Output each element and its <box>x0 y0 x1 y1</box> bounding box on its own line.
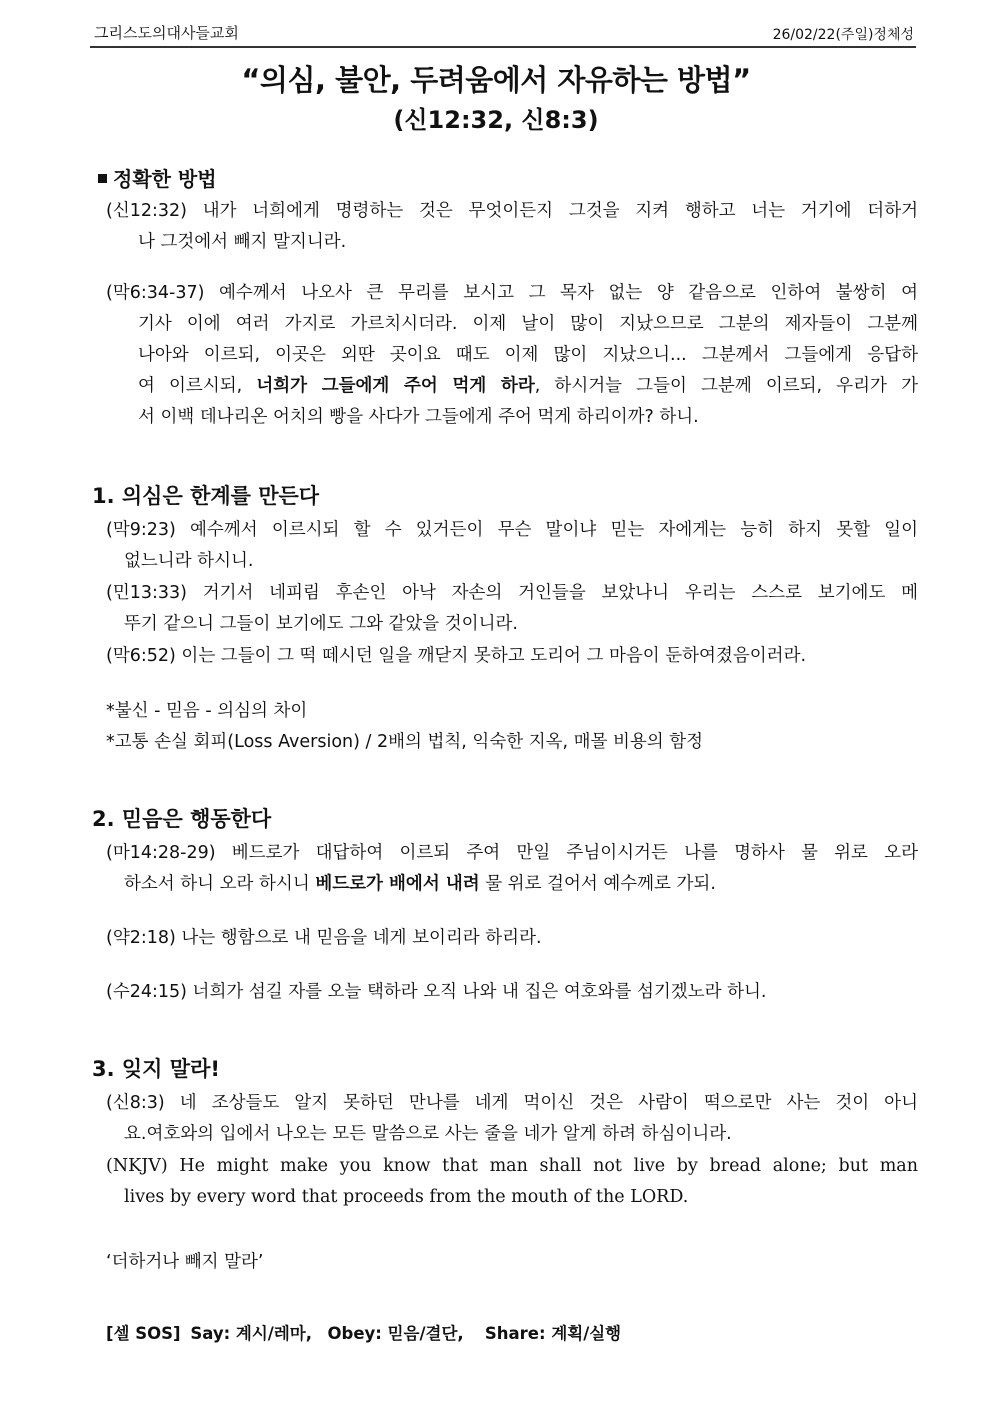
section-2-heading: 2. 믿음은 행동한다 <box>92 807 272 831</box>
verse-line: (마14:28-29) 베드로가 대답하여 이르되 주여 만일 주님이시거든 나를 명하사 물 위로 오라 <box>106 843 918 863</box>
verse-line: (신8:3) 네 조상들도 알지 못하던 만나를 네게 먹이신 것은 사람이 떡으로만 사는 것이 아니 <box>106 1093 918 1113</box>
verse-line: lives by every word that proceeds from the mouth of the LORD. <box>124 1187 689 1207</box>
verse-matt-14-28-29 <box>106 838 918 900</box>
verse-mark-6-52 <box>106 641 918 672</box>
text-run: , 하시거늘 그들이 그분께 이르되, 우리가 가 <box>534 376 918 396</box>
verse-line: (약2:18) 나는 행함으로 내 믿음을 네게 보이리라 하리라. <box>106 928 542 948</box>
emphasis-text: 베드로가 배에서 내려 <box>315 874 480 894</box>
square-bullet-icon <box>98 174 107 183</box>
cell-sos-footer <box>106 1320 625 1344</box>
verse-line: 요.여호와의 입에서 나오는 모든 말씀으로 사는 줄을 네가 알게 하려 하심이니라. <box>124 1124 732 1144</box>
sos-obey: Obey: 믿음/결단, <box>327 1324 464 1343</box>
page-header <box>90 20 916 46</box>
sermon-title: “의심, 불안, 두려움에서 자유하는 방법” <box>241 63 751 97</box>
sos-share: Share: 계획/실행 <box>484 1324 622 1343</box>
section-1-heading: 1. 의심은 한계를 만든다 <box>92 484 320 508</box>
verse-line: (수24:15) 너희가 섬길 자를 오늘 택하라 오직 나와 내 집은 여호와를 섬기겠노라 하니. <box>106 982 767 1002</box>
header-divider <box>90 46 916 48</box>
verse-josh-24-15 <box>106 977 918 1008</box>
verse-jas-2-18 <box>106 923 918 954</box>
verse-line: (NKJV) He might make you know that man shall not live by bread alone; but man <box>106 1156 918 1176</box>
verse-line: 없느니라 하시니. <box>124 551 254 571</box>
sermon-scripture-ref: (신12:32, 신8:3) <box>393 106 599 134</box>
verse-line: (민13:33) 거기서 네피림 후손인 아낙 자손의 거인들을 보았나니 우리는 스스로 보기에도 메 <box>106 583 918 603</box>
verse-mark-9-23 <box>106 515 918 577</box>
text-run: 하소서 하니 오라 하시니 <box>124 874 316 894</box>
verse-line: (막9:23) 예수께서 이르시되 할 수 있거든이 무슨 말이냐 믿는 자에게는 능히 하지 못할 일이 <box>106 520 918 540</box>
sos-say: Say: 계시/레마, <box>190 1324 312 1343</box>
text-run: 여 이르시되, <box>138 376 257 396</box>
date-and-series: 26/02/22(주일)정체성 <box>772 27 914 43</box>
verse-line <box>106 869 918 900</box>
verse-line: (막6:34-37) 예수께서 나오사 큰 무리를 보시고 그 목자 없는 양 같음으로 인하여 불쌍히 여 <box>106 283 918 303</box>
verse-mark-6-34-37 <box>106 278 918 433</box>
section-3-heading: 3. 잊지 말라! <box>92 1057 220 1081</box>
sos-label: [셀 SOS] <box>106 1324 181 1343</box>
note-loss-aversion: *고통 손실 회피(Loss Aversion) / 2배의 법칙, 익숙한 지옥, 매몰 비용의 함정 <box>106 732 704 752</box>
verse-line: 서 이백 데나리온 어치의 빵을 사다가 그들에게 주어 먹게 하리이까? 하니. <box>138 407 699 427</box>
emphasis-text: 너희가 그들에게 주어 먹게 하라 <box>256 376 535 396</box>
verse-line: (막6:52) 이는 그들이 그 떡 떼시던 일을 깨닫지 못하고 도리어 그 마음이 둔하여졌음이러라. <box>106 646 807 666</box>
verse-line: 나 그것에서 빼지 말지니라. <box>138 232 347 252</box>
intro-heading-text: 정확한 방법 <box>113 167 217 191</box>
verse-line: 기사 이에 여러 가지로 가르치시더라. 이제 날이 많이 지났으므로 그분의 제자들이 그분께 <box>138 314 918 334</box>
verse-num-13-33 <box>106 578 918 640</box>
verse-deut-12-32 <box>106 196 918 258</box>
church-name: 그리스도의대사들교회 <box>94 24 239 42</box>
closing-quote: ‘더하거나 빼지 말라’ <box>106 1252 264 1272</box>
verse-line: 나아와 이르되, 이곳은 외딴 곳이요 때도 이제 많이 지났으니... 그분께서 그들에게 응답하 <box>138 345 918 365</box>
verse-line: (신12:32) 내가 너희에게 명령하는 것은 무엇이든지 그것을 지켜 행하고 너는 거기에 더하거 <box>106 201 918 221</box>
text-run: 물 위로 걸어서 예수께로 가되. <box>479 874 716 894</box>
verse-line <box>106 371 918 402</box>
intro-heading <box>98 163 217 192</box>
verse-nkjv <box>106 1151 918 1213</box>
verse-deut-8-3 <box>106 1088 918 1150</box>
note-unbelief-faith-doubt: *불신 - 믿음 - 의심의 차이 <box>106 701 308 721</box>
verse-line: 뚜기 같으니 그들이 보기에도 그와 같았을 것이니라. <box>124 614 518 634</box>
